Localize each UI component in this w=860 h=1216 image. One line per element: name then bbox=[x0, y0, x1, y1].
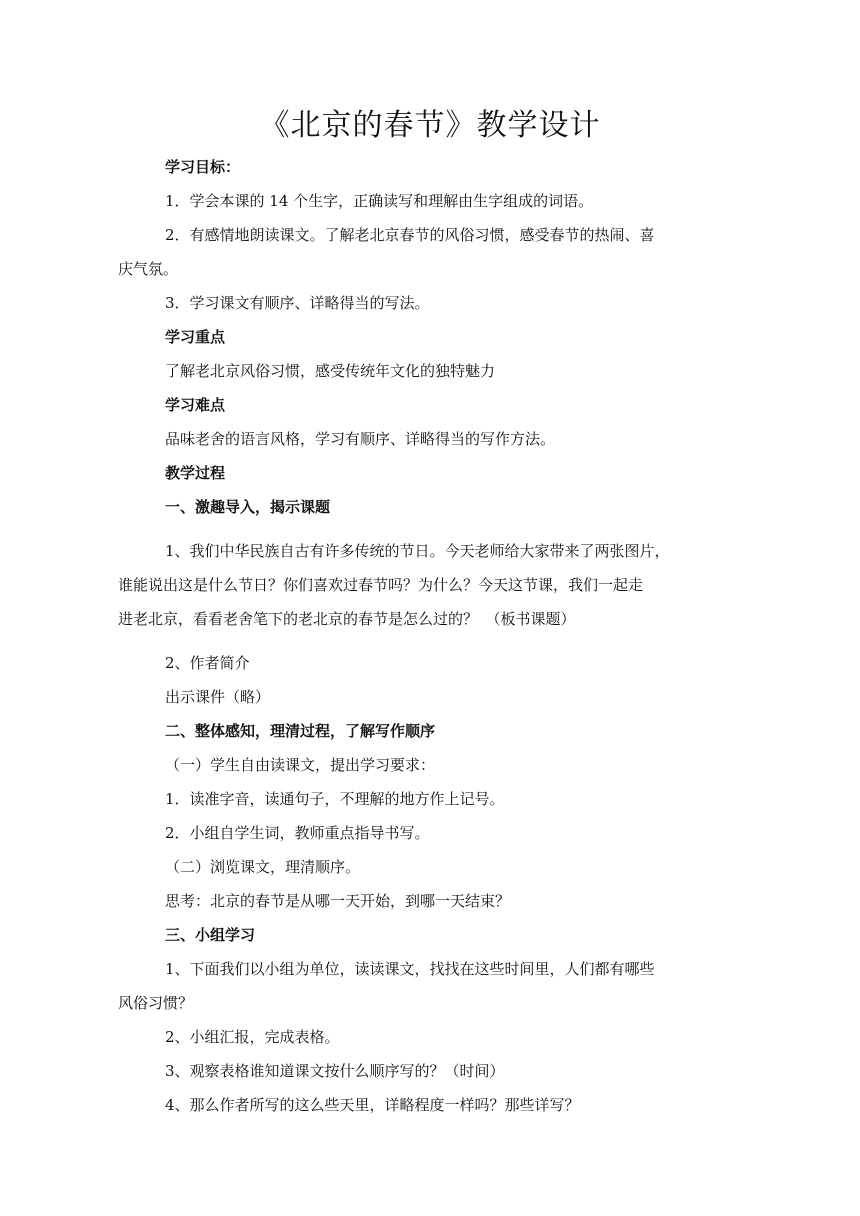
difficult-points-text: 品味老舍的语言风格，学习有顺序、详略得当的写作方法。 bbox=[165, 430, 556, 448]
section-3-heading: 三、小组学习 bbox=[165, 926, 256, 944]
paragraph-1-line-3: 进老北京，看看老舍笔下的老北京的春节是怎么过的？ （板书课题） bbox=[118, 610, 576, 628]
item-author-intro: 2、作者简介 bbox=[165, 654, 250, 672]
paragraph-1-line-1: 1、我们中华民族自古有许多传统的节日。今天老师给大家带来了两张图片， bbox=[165, 542, 670, 560]
document-title: 《北京的春节》教学设计 bbox=[259, 108, 601, 143]
objective-1: 1．学会本课的 14 个生字，正确读写和理解由生字组成的词语。 bbox=[165, 192, 594, 210]
objective-2: 2．有感情地朗读课文。了解老北京春节的风俗习惯，感受春节的热闹、喜 bbox=[165, 226, 655, 244]
heading-key-points: 学习重点 bbox=[165, 328, 226, 346]
paragraph-1-line-2: 谁能说出这是什么节日？你们喜欢过春节吗？为什么？今天这节课，我们一起走 bbox=[118, 576, 644, 594]
group-item-4: 4、那么作者所写的这么些天里，详略程度一样吗？那些详写？ bbox=[165, 1096, 580, 1114]
subsection-1-item-1: 1．读准字音，读通句子，不理解的地方作上记号。 bbox=[165, 790, 505, 808]
group-item-1-continued: 风俗习惯？ bbox=[118, 994, 194, 1012]
subsection-1: （一）学生自由读课文，提出学习要求： bbox=[165, 756, 436, 774]
thinking-question: 思考：北京的春节是从哪一天开始，到哪一天结束？ bbox=[165, 892, 511, 910]
section-1-heading: 一、激趣导入，揭示课题 bbox=[165, 498, 331, 516]
item-show-slides: 出示课件（略） bbox=[165, 688, 271, 706]
subsection-1-item-2: 2．小组自学生词，教师重点指导书写。 bbox=[165, 824, 430, 842]
objective-3: 3．学习课文有顺序、详略得当的写法。 bbox=[165, 294, 430, 312]
group-item-2: 2、小组汇报，完成表格。 bbox=[165, 1028, 340, 1046]
objective-2-continued: 庆气氛。 bbox=[118, 260, 179, 278]
section-2-heading: 二、整体感知，理清过程，了解写作顺序 bbox=[165, 722, 436, 740]
heading-learning-objectives: 学习目标： bbox=[165, 158, 241, 176]
group-item-1: 1、下面我们以小组为单位，读读课文，找找在这些时间里，人们都有哪些 bbox=[165, 960, 655, 978]
subsection-2: （二）浏览课文，理清顺序。 bbox=[165, 858, 361, 876]
group-item-3: 3、观察表格谁知道课文按什么顺序写的？（时间） bbox=[165, 1062, 505, 1080]
heading-difficult-points: 学习难点 bbox=[165, 396, 226, 414]
key-points-text: 了解老北京风俗习惯，感受传统年文化的独特魅力 bbox=[165, 362, 496, 380]
heading-teaching-process: 教学过程 bbox=[165, 464, 226, 482]
